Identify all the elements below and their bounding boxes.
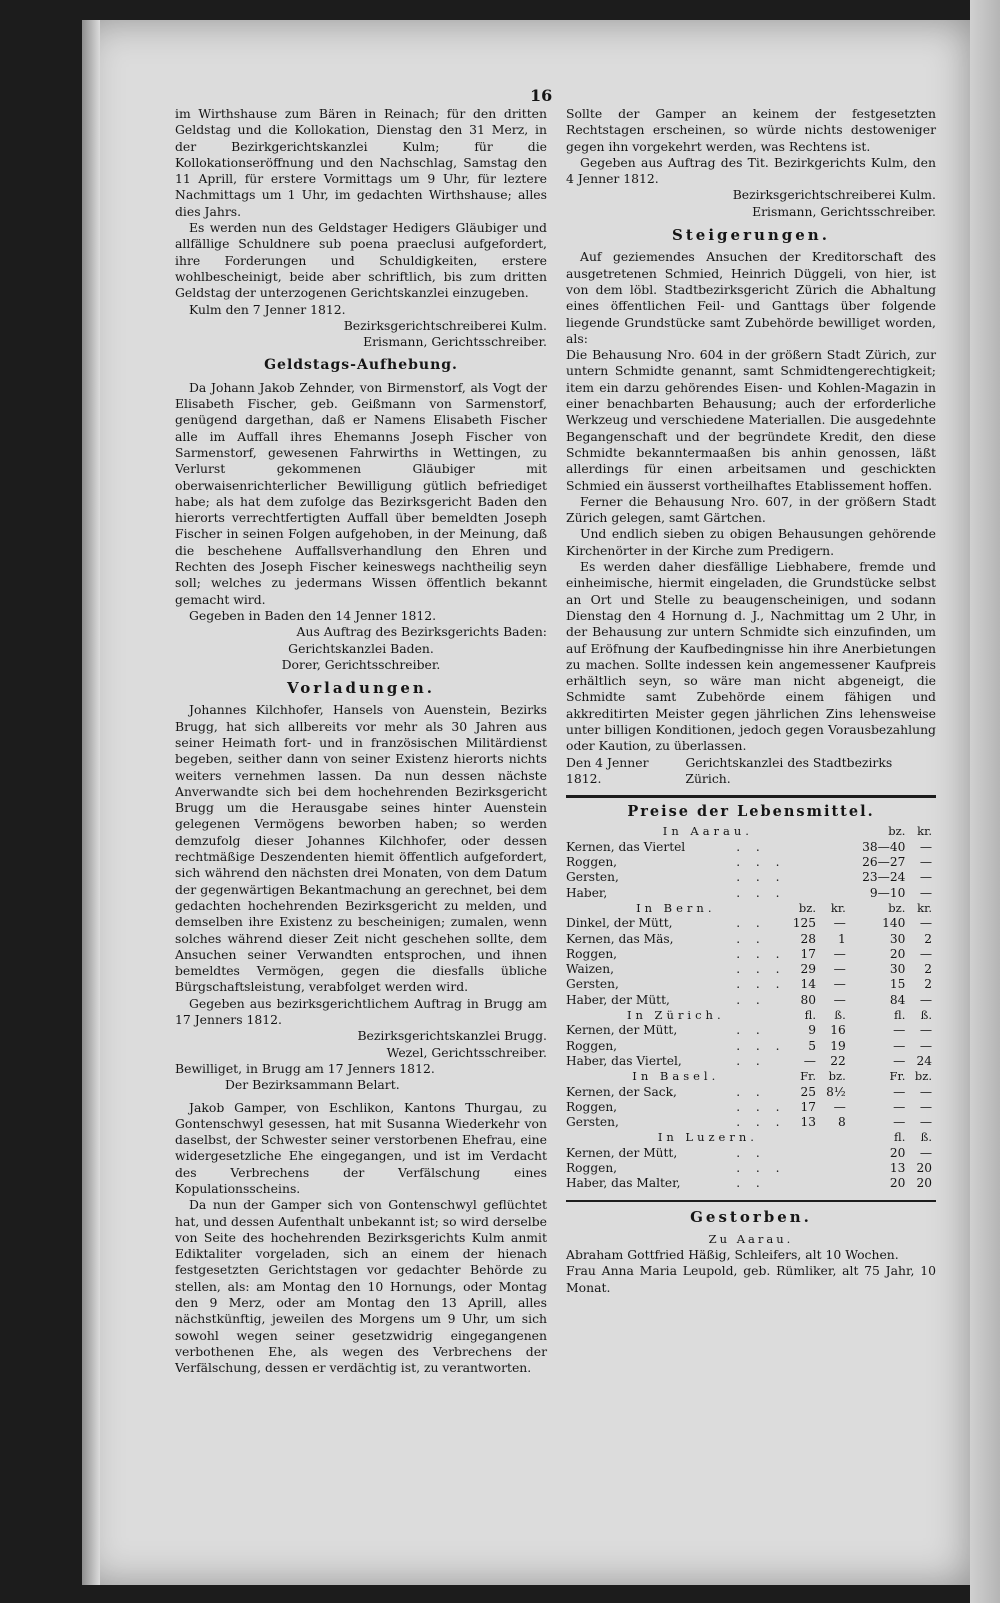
table-row: Kernen, der Mütt, . . 20 — bbox=[566, 1145, 932, 1160]
section-heading: Geldstags-Aufhebung. bbox=[264, 357, 458, 374]
divider bbox=[566, 795, 936, 798]
signature: Gerichtskanzlei des Stadtbezirks Zürich. bbox=[685, 754, 893, 786]
paragraph: Die Behausung Nro. 604 in der größern Stadt Zürich, zur untern Schmidte genannt, samt Schmidtengerechtigkeit; item ein darzu gehörendes Eisen- und Kohlen-Magazin in einer benachbarten Behausung; auch der erforderliche Werkzeug und verschiedene Materiallen. Die ausgedehnte Begangenschaft und der begründete Kredit, den diese Schmidte bekanntermaaßen bis anhin genossen, läßt allerdings für einen arbeitsamen und geschickten Schmied ein äusserst vortheilhaftes Etablissement hoffen. bbox=[566, 347, 936, 493]
signature: Bezirksgerichtschreiberei Kulm. bbox=[732, 187, 936, 203]
paragraph: Es werden daher diesfällige Liebhabere, fremde und einheimische, hiermit eingeladen, die Grundstücke selbst an Ort und Stelle zu beaugenscheinigen, und sodann Dienstag den 4 Hornung d. J., Nachmittag um 2 Uhr, in der Behausung zur untern Schmidte sich einzufinden, um auf Eröfnung der Kaufbedingnisse hin ihre Anerbietungen zu machen. Sollte indessen kein angemessener Kaufpreis erhältlich seyn, so wäre man nicht abgeneigt, die Schmidte samt Zubehörde einem fähigen und akkreditirten Meister gegen jährlichen Zins lehensweise unter billigen Konditionen, jedoch gegen Vorausbezahlung oder Kaution, zu überlassen. bbox=[566, 559, 936, 754]
signature: Wezel, Gerichtsschreiber. bbox=[386, 1044, 547, 1060]
signature: Bezirksgerichtschreiberei Kulm. bbox=[343, 317, 547, 333]
section-heading: Gestorben. bbox=[690, 1207, 812, 1226]
unit: bz. bbox=[888, 824, 906, 839]
table-row: Haber, der Mütt, . . 80 — 84 — bbox=[566, 992, 932, 1007]
table-row: Roggen, . . . 5 19 — — bbox=[566, 1038, 932, 1053]
signature: Aus Auftrag des Bezirksgerichts Baden: bbox=[296, 624, 547, 640]
table-row: Roggen, . . . 26—27 — bbox=[566, 855, 932, 870]
table-row: Kernen, der Sack, . . 25 8½ — — bbox=[566, 1084, 932, 1099]
divider bbox=[566, 1200, 936, 1202]
city-header bbox=[566, 824, 936, 839]
prices-title: Preise der Lebensmittel. bbox=[627, 803, 875, 821]
paragraph: Sollte der Gamper an keinem der festgesetzten Rechtstagen erscheinen, so würde nichts destoweniger gegen ihn vorgekehrt werden, was Rechtens ist. bbox=[566, 106, 936, 154]
dateline: Gegeben in Baden den 14 Jenner 1812. bbox=[189, 607, 437, 623]
signature: Gerichtskanzlei Baden. bbox=[288, 640, 434, 656]
dateline: Den 4 Jenner 1812. bbox=[566, 754, 649, 786]
dateline: Gegeben aus bezirksgerichtlichem Auftrag in Brugg am 17 Jenners 1812. bbox=[175, 995, 547, 1028]
paragraph: Gegeben aus Auftrag des Tit. Bezirkgerichts Kulm, den 4 Jenner 1812. bbox=[566, 154, 936, 187]
paragraph: Da Johann Jakob Zehnder, von Birmenstorf, als Vogt der Elisabeth Fischer, geb. Geißmann von Sarmenstorf, genügend dargethan, daß er Namens Elisabeth Fischer alle im Auffall ihres Ehemanns Joseph Fischer von Sarmenstorf, gewesenen Fahrwirths in Wettingen, zu Verlurst gekommenen Gläubiger mit oberwaisenrichterlicher Bewilligung gütlich befriediget habe; als hat dem zufolge das Bezirksgericht Baden den hierorts verrechtfertigten Auffall über bemeldten Joseph Fischer in seinen Folgen aufgehoben, in der Meinung, daß die beschehene Auffallsverhandlung den Ehren und Rechten des Joseph Fischer keineswegs nachtheilig seyn soll; welches zu jedermans Wissen öffentlich bekannt gemacht wird. bbox=[175, 379, 547, 607]
signature: Bezirksgerichtskanzlei Brugg. bbox=[357, 1028, 547, 1044]
paragraph: Da nun der Gamper sich von Gontenschwyl geflüchtet hat, und dessen Aufenthalt unbekannt ist; so wird derselbe von Seite des hochehrenden Bezirksgerichts Kulm anmit Ediktaliter vorgeladen, sich an einem der hienach festgesetzten Gerichtstagen vor gedachter Behörde zu stellen, als: am Montag den 10 Hornungs, oder Montag den 9 Merz, oder am Montag den 13 Aprill, alles nächstkünftig, jeweilen des Morgens um 9 Uhr, um sich sowohl wegen seiner gesetzwidrig eingegangenen verbothenen Ehe, als wegen des Verbrechens der Verfälschung, dessen er verdächtig ist, zu verantworten. bbox=[175, 1197, 547, 1376]
table-row: Dinkel, der Mütt, . . 125 — 140 — bbox=[566, 916, 932, 931]
death-place: Zu Aarau. bbox=[708, 1231, 794, 1246]
death-entry: Frau Anna Maria Leupold, geb. Rümliker, alt 75 Jahr, 10 Monat. bbox=[566, 1263, 936, 1295]
paragraph: Und endlich sieben zu obigen Behausungen gehörende Kirchenörter in der Kirche zum Predigern. bbox=[566, 526, 936, 558]
section-heading: Vorladungen. bbox=[286, 679, 436, 698]
signature: Dorer, Gerichtsschreiber. bbox=[281, 656, 441, 672]
table-row: Roggen, . . . 17 — 20 — bbox=[566, 946, 932, 961]
right-column bbox=[566, 106, 936, 1296]
death-entry: Abraham Gottfried Häßig, Schleifers, alt 10 Wochen. bbox=[566, 1247, 899, 1263]
table-row: Haber, das Malter, . . 20 20 bbox=[566, 1176, 932, 1191]
left-column bbox=[175, 106, 547, 1377]
table-row: Kernen, das Mäs, . . 28 1 30 2 bbox=[566, 931, 932, 946]
paragraph: Auf geziemendes Ansuchen der Kreditorschaft des ausgetretenen Schmied, Heinrich Düggeli, von hier, ist von dem löbl. Stadtbezirksgericht Zürich die Abhaltung eines öffentlichen Feil- und Ganttags über folgende liegende Grundstücke samt Zubehörde bewilliget worden, als: bbox=[566, 249, 936, 346]
city-header: In Luzern. fl. ß. bbox=[566, 1130, 936, 1145]
city-label: In Zürich. bbox=[626, 1008, 725, 1023]
approval: Bewilliget, in Brugg am 17 Jenners 1812. bbox=[175, 1060, 435, 1076]
paragraph: Ferner die Behausung Nro. 607, in der größern Stadt Zürich gelegen, samt Gärtchen. bbox=[566, 493, 936, 526]
city-label: In Aarau. bbox=[662, 824, 753, 839]
table-row: Waizen, . . . 29 — 30 2 bbox=[566, 962, 932, 977]
city-header: In Basel. Fr. bz. Fr. bz. bbox=[566, 1069, 936, 1084]
approval-signature: Der Bezirksammann Belart. bbox=[225, 1077, 400, 1093]
table-row: Kernen, der Mütt, . . 9 16 — — bbox=[566, 1023, 932, 1038]
table-row: Haber, das Viertel, . . — 22 — 24 bbox=[566, 1053, 932, 1068]
page-number: 16 bbox=[530, 86, 553, 105]
table-row: Gersten, . . . 14 — 15 2 bbox=[566, 977, 932, 992]
signature: Erismann, Gerichtsschreiber. bbox=[752, 203, 936, 219]
price-table bbox=[566, 824, 936, 1191]
table-row: Roggen, . . . 13 20 bbox=[566, 1161, 932, 1175]
paragraph: Johannes Kilchhofer, Hansels von Auenstein, Bezirks Brugg, hat sich allbereits vor mehr als 30 Jahren aus seiner Heimath fort- und in französischen Militärdienst begeben, seither dann von seiner Existenz hierorts nichts weiters vernehmen lassen. Da nun dessen nächste Anverwandte sich bei dem hochehrenden Bezirksgericht Brugg um die Herausgabe seines hinter Auenstein gelegenen Vermögens beworben haben; so werden demzufolg dieser Johannes Kilchhofer, oder dessen rechtmäßige Deszendenten hiemit öffentlich aufgefordert, sich während den nächsten drei Monaten, von dem Datum der gegenwärtigen Bekantmachung an gerechnet, bei dem gedachten hochehrenden Bezirksgericht zu melden, und demselben ihre Existenz zu bescheinigen; zumalen, wenn solches während dieser Zeit nicht geschehen sollte, dem Ansuchen seiner Verwandten entsprochen, und ihnen bemeldtes Vermögen, gegen die diesfalls übliche Bürgschaftsleistung, verabfolget werden wird. bbox=[175, 702, 547, 995]
table-row: Gersten, . . . 13 8 — — bbox=[566, 1115, 932, 1130]
table-row: Kernen, das Viertel . . 38—40 — bbox=[566, 839, 932, 854]
paragraph: Es werden nun des Geldstager Hedigers Gläubiger und allfällige Schuldnere sub poena praeclusi aufgefordert, ihre Forderungen und Schuldigkeiten, erstere wohlbescheinigt, beide aber schriftlich, bis zum dritten Geldstag der unterzogenen Gerichtskanzlei einzugeben. bbox=[175, 220, 547, 301]
signature: Erismann, Gerichtsschreiber. bbox=[363, 334, 547, 350]
dateline: Kulm den 7 Jenner 1812. bbox=[189, 301, 346, 317]
table-row: Roggen, . . . 17 — — — bbox=[566, 1099, 932, 1114]
city-label: In Luzern. bbox=[657, 1130, 758, 1145]
date-signature-row bbox=[566, 755, 936, 788]
table-row: Gersten, . . . 23—24 — bbox=[566, 870, 932, 885]
city-header: In Zürich. fl. ß. fl. ß. bbox=[566, 1008, 936, 1023]
city-label: In Basel. bbox=[632, 1069, 720, 1084]
table-row: Haber, . . . 9—10 — bbox=[566, 885, 932, 900]
unit: kr. bbox=[917, 824, 932, 839]
paragraph: im Wirthshause zum Bären in Reinach; für den dritten Geldstag und die Kollokation, Dienstag den 31 Merz, in der Bezirkgerichtskanzlei Kulm; für die Kollokationseröffnung und den Nachschlag, Samstag den 11 Aprill, für erstere Vormittags um 9 Uhr, für leztere Nachmittags um 1 Uhr, im gedachten Wirthshause; alles dies Jahrs. bbox=[175, 106, 547, 219]
adjacent-page-edge bbox=[970, 0, 1000, 1603]
city-header: In Bern. bz. kr. bz. kr. bbox=[566, 901, 936, 916]
paragraph: Jakob Gamper, von Eschlikon, Kantons Thurgau, zu Gontenschwyl gesessen, hat mit Susanna Wiederkehr von daselbst, der Schwester seiner verstorbenen Ehefrau, eine widergesetzliche Ehe eingegangen, und ist im Verdacht des Verbrechens der Verfälschung eines Kopulationsscheins. bbox=[175, 1099, 547, 1196]
city-label: In Bern. bbox=[636, 900, 716, 915]
section-heading: Steigerungen. bbox=[672, 226, 830, 245]
